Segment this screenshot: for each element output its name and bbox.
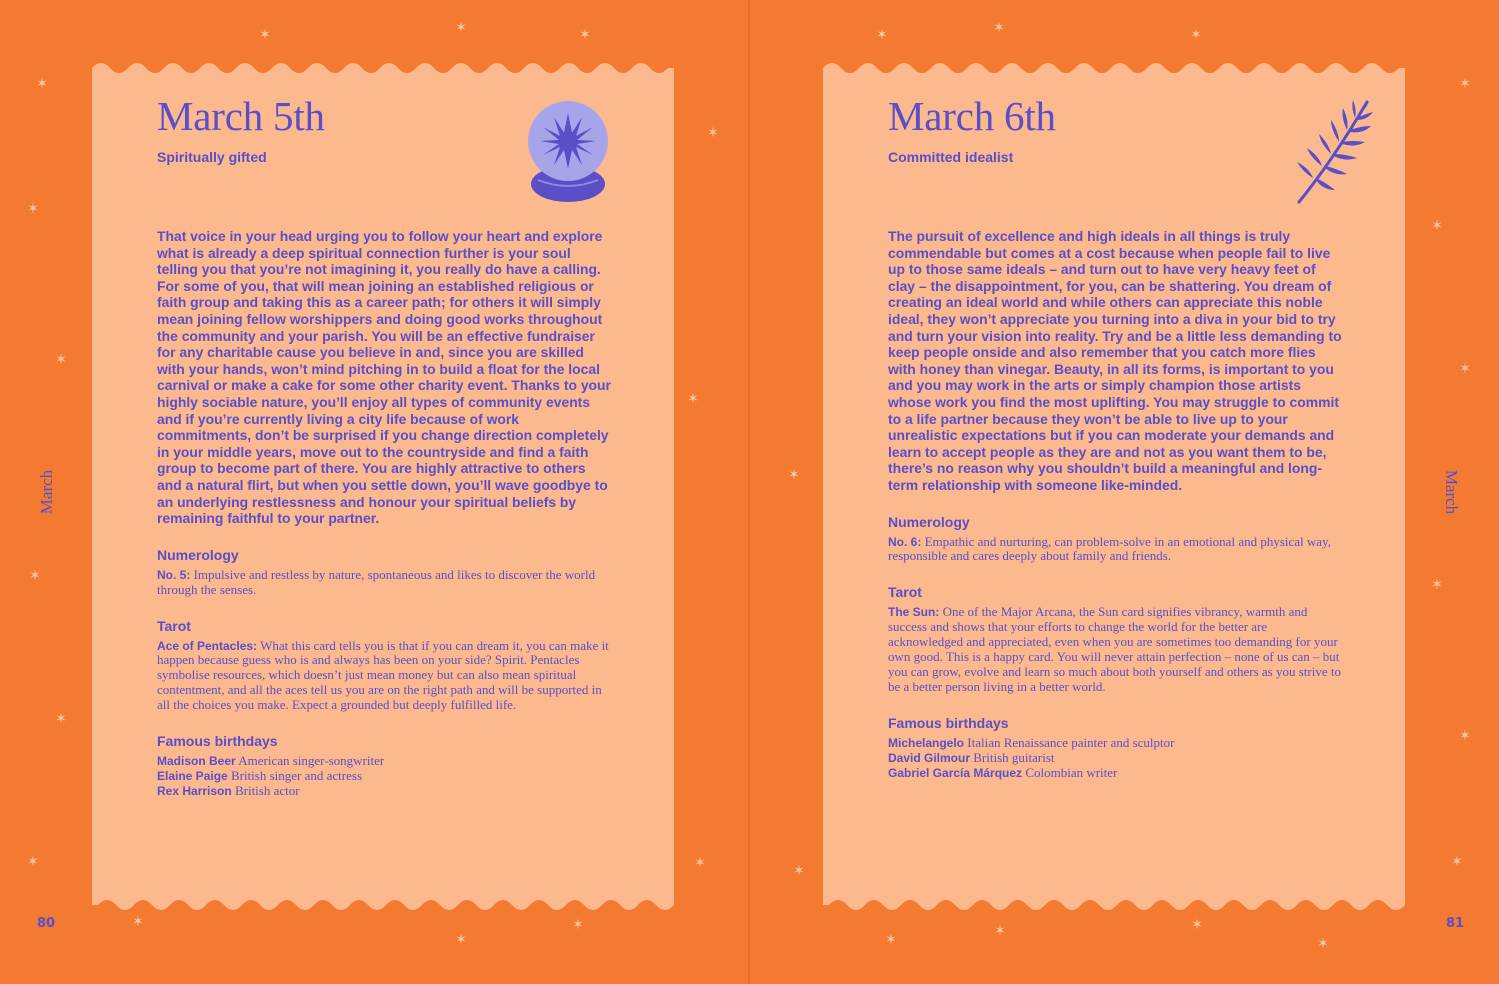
star-icon: ✶ [1459,361,1471,377]
numerology-text [157,568,612,598]
birthday-name: Rex Harrison [157,783,232,798]
star-icon: ✶ [793,863,805,879]
tarot-heading: Tarot [157,617,191,634]
star-icon: ✶ [132,914,144,930]
star-icon: ✶ [1459,76,1471,92]
section-label: March [37,469,56,515]
birthday-name: Michelangelo [888,735,965,750]
star-icon: ✶ [572,917,584,933]
birthday-name: David Gilmour [888,750,971,765]
tarot-heading: Tarot [888,584,922,601]
tarot-desc: What this card tells you is that if you can dream it, you can make it happen because guess who is and always has been on your side? Spirit. Pentacles symbolise resources, which doesn’t just mean money but can also mean spiritual contentment, and all the aces tell us you are on the right path and will be supported in all the choices you make. Expect a grounded but deeply fulfilled life. [157,637,609,713]
page-number: 80 [37,916,56,931]
star-icon: ✶ [455,20,467,36]
tarot-label: The Sun: [888,605,940,620]
birthday-desc: Italian Renaissance painter and sculptor [967,734,1175,750]
birthday-desc: Colombian writer [1025,764,1118,780]
star-icon: ✶ [579,27,591,43]
birthday-desc: British guitarist [973,749,1055,765]
birthday-desc: British actor [234,782,300,798]
tarot-text [157,639,612,714]
list-item [888,751,1343,766]
star-icon: ✶ [259,27,271,43]
page-title: March 5th [157,93,325,139]
birthday-name: Gabriel García Márquez [888,765,1023,780]
birthday-name: Elaine Paige [157,768,228,783]
star-icon: ✶ [687,391,699,407]
star-icon: ✶ [1459,728,1471,744]
birthdays-list [888,736,1343,781]
star-icon: ✶ [1431,577,1443,593]
tarot-text [888,605,1343,694]
star-icon: ✶ [29,568,41,584]
section-label: March [1442,469,1461,515]
numerology-heading: Numerology [888,513,970,530]
star-icon: ✶ [707,125,719,141]
entry-card-right [823,58,1407,915]
birthdays-heading: Famous birthdays [157,733,278,750]
entry-body: The pursuit of excellence and high ideals in all things is truly commendable but comes at a cost because when people fail to live up to those same ideals – and turn out to have very heavy feet of clay – the disappointment, for you, can be shattering. You dream of creating an ideal world and while others can appreciate this noble ideal, they won’t appreciate you turning into a diva in your bid to try and turn your vision into reality. Try and be a little less demanding to keep people onside and also remember that you catch more flies with honey than vinegar. Beauty, in all its forms, is important to you and you may work in the arts or simply champion those artists whose work you find the most uplifting. You may struggle to commit to a life partner because they won’t be able to live up to your unrealistic expectations but if you can moderate your demands and learn to accept people as they are and not as you want them to be, there’s no reason why you shouldn’t build a meaningful and long-term relationship with someone like-minded. [888,228,1342,493]
numerology-desc: Empathic and nurturing, can problem-solve in an emotional and physical way, responsible and cares deeply about family and friends. [888,533,1331,564]
list-item [888,766,1343,781]
entry-card-left [92,58,676,915]
star-icon: ✶ [994,923,1006,939]
numerology-text [888,535,1343,565]
star-icon: ✶ [1191,917,1203,933]
birthdays-heading: Famous birthdays [888,714,1009,731]
star-icon: ✶ [885,932,897,948]
birthdays-list [157,754,612,799]
page-title: March 6th [888,93,1056,139]
star-icon: ✶ [36,76,48,92]
birthday-desc: British singer and actress [230,767,363,783]
star-icon: ✶ [55,711,67,727]
star-icon: ✶ [788,467,800,483]
numerology-label: No. 5: [157,567,191,582]
numerology-desc: Impulsive and restless by nature, spontaneous and likes to discover the world through the senses. [157,566,596,597]
star-icon: ✶ [55,352,67,368]
star-icon: ✶ [876,27,888,43]
star-icon: ✶ [1317,936,1329,952]
entry-content [888,93,1343,780]
entry-subtitle: Spiritually gifted [157,149,267,165]
tarot-desc: One of the Major Arcana, the Sun card signifies vibrancy, warmth and success and shows that your efforts to change the world for the better are acknowledged and appreciated, even when you are sometimes too demanding for your own good. This is a happy card. You will never attain perfection – none of us can – but you can grow, evolve and learn so much about both yourself and others as you strive to be a better person living in a better world. [888,604,1341,694]
entry-body: That voice in your head urging you to follow your heart and explore what is already a deep spiritual connection further is your soul telling you that you’re not imagining it, you really do have a calling. For some of you, that will mean joining an established religious or faith group and taking this as a career path; for others it will simply mean joining fellow worshippers and doing good works throughout the community and your parish. You will be an effective fundraiser for any charitable cause you believe in and, since you are skilled with your hands, won’t mind pitching in to build a float for the local carnival or make a cake for some other charity event. Thanks to your highly sociable nature, you’ll enjoy all types of community events and if you’re currently living a city life because of work commitments, don’t be surprised if you change direction completely in your middle years, move out to the countryside and find a faith group to become part of there. You are highly attractive to others and a natural flirt, but when you settle down, you’ll wave goodbye to an underlying restlessness and honour your spiritual beliefs by remaining faithful to your partner. [157,228,611,527]
star-icon: ✶ [993,20,1005,36]
birthday-desc: American singer-songwriter [238,753,385,769]
star-icon: ✶ [27,201,39,217]
star-icon: ✶ [27,854,39,870]
list-item [157,784,612,799]
star-icon: ✶ [1431,218,1443,234]
star-icon: ✶ [1451,854,1463,870]
list-item [888,736,1343,751]
list-item [157,769,612,784]
list-item [157,754,612,769]
numerology-heading: Numerology [157,546,239,563]
page-gutter [748,0,750,984]
star-icon: ✶ [455,932,467,948]
star-icon: ✶ [694,855,706,871]
star-icon: ✶ [1190,27,1202,43]
page-number: 81 [1446,916,1465,931]
tarot-label: Ace of Pentacles: [157,638,258,653]
entry-content [157,93,612,799]
birthday-name: Madison Beer [157,754,236,769]
entry-subtitle: Committed idealist [888,149,1014,165]
numerology-label: No. 6: [888,534,922,549]
